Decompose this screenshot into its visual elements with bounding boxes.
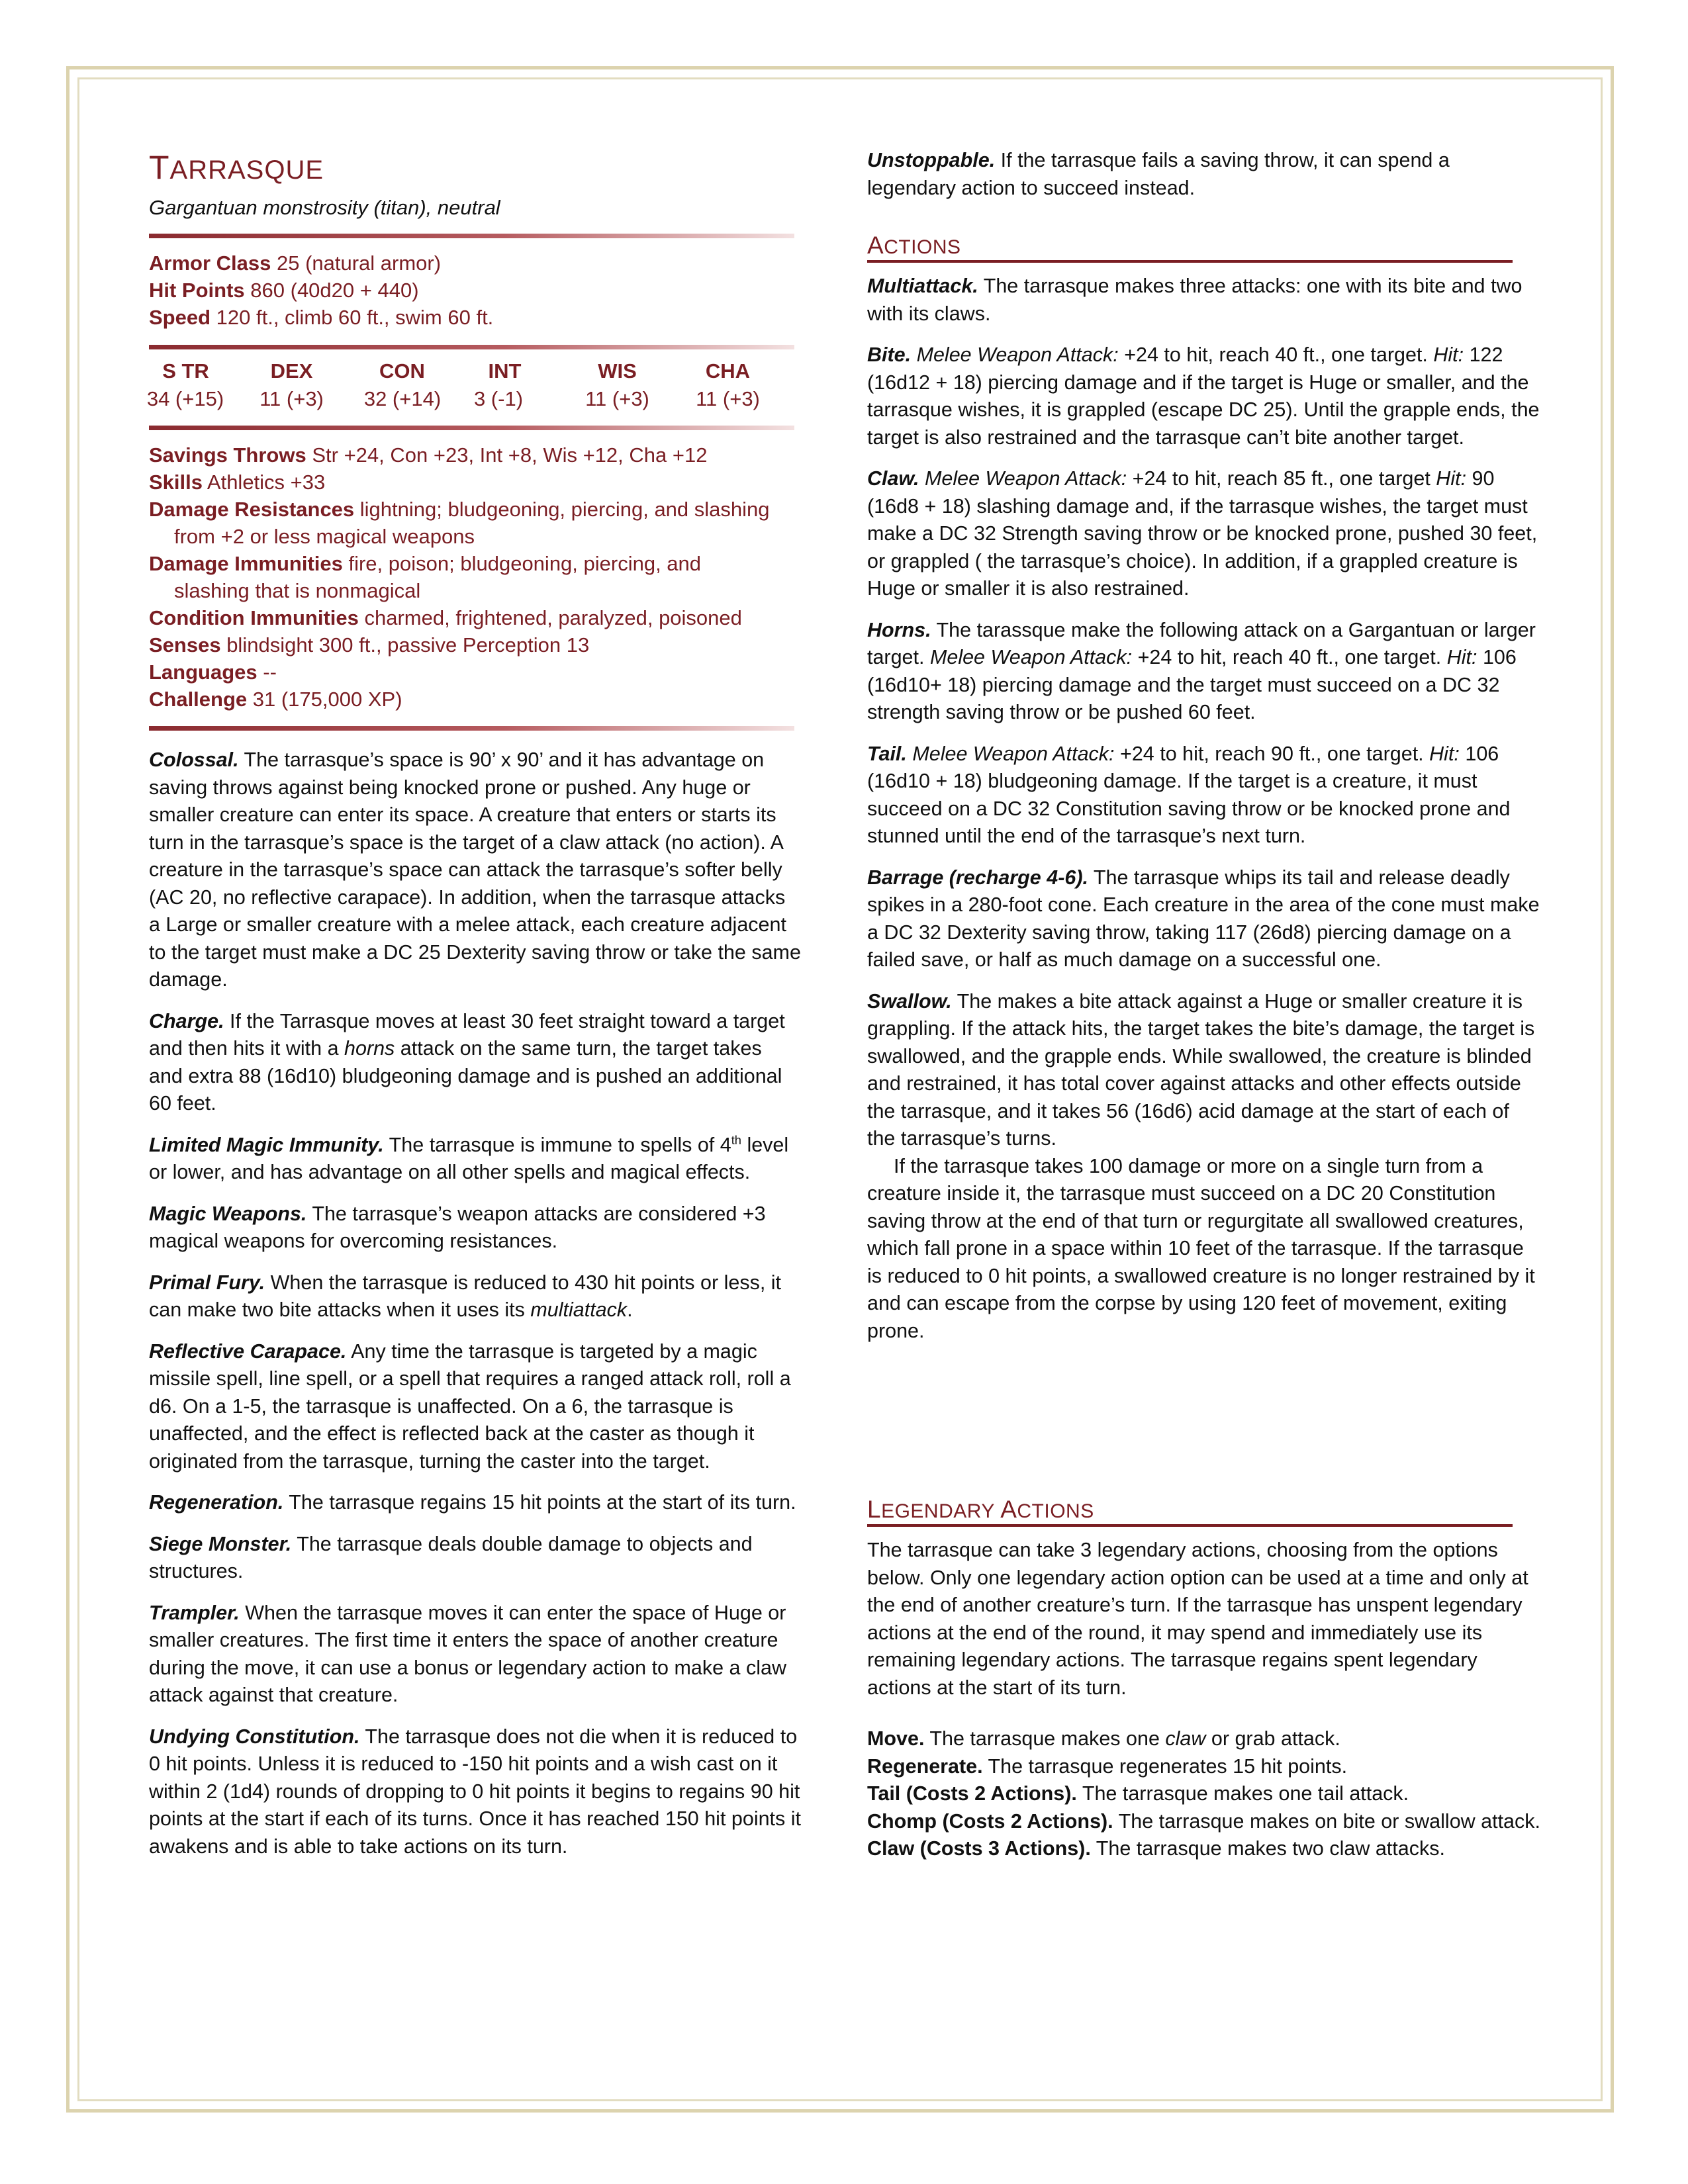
trait-siege-monster: Siege Monster. The tarrasque deals double damage to objects and structures. [149,1532,753,1582]
damage-immunities-cont: slashing that is nonmagical [174,579,421,602]
trait-regeneration: Regeneration. The tarrasque regains 15 hit points at the start of its turn. [149,1491,796,1514]
ability-score: 34 (+15) [146,387,224,410]
trait-colossal: Colossal. The tarrasque’s space is 90’ x 90’ and it has advantage on saving throws against being knocked prone or pushed. Any huge or smaller creature can enter its space. A creature that enters or starts its turn in the tarrasque’s space is the target of a claw attack (no action). A creature in the tarrasque’s space can attack the tarrasque’s softer belly (AC 20, no reflective carapace). In addition, when the tarrasque attacks a Large or smaller creature with a melee attack, each creature adjacent to the target must make a DC 25 Dexterity saving throw or take the same damage. [149,749,801,991]
traits-block [149,747,801,1860]
divider [149,234,794,238]
trait-primal-fury: Primal Fury. When the tarrasque is reduced to 430 hit points or less, it can make two bite attacks when it uses its multiattack. [149,1271,782,1321]
action-claw: Claw. Melee Weapon Attack: +24 to hit, reach 85 ft., one target Hit: 90 (16d8 + 18) slashing damage and, if the tarrasque wishes, the target must make a DC 32 Strength saving throw or be knocked prone, pushed 30 feet, or grappled ( the tarrasque’s choice). In addition, if a grappled creature is Huge or smaller it is also restrained. [867,467,1538,600]
legendary-move: Move. The tarrasque makes one claw or grab attack. [867,1727,1340,1750]
speed-line: Speed 120 ft., climb 60 ft., swim 60 ft. [149,306,494,329]
damage-resistances-line: Damage Resistances lightning; bludgeoning, piercing, and slashing [149,498,770,521]
damage-immunities-line: Damage Immunities fire, poison; bludgeoning, piercing, and [149,552,702,575]
trait-magic-weapons: Magic Weapons. The tarrasque’s weapon attacks are considered +3 magical weapons for overcoming resistances. [149,1202,766,1252]
languages-line: Languages -- [149,660,277,684]
divider [149,726,794,731]
monster-name: TARRASQUE [149,149,324,186]
skills-line: Skills Athletics +33 [149,471,326,494]
legendary-heading-rule [867,1524,1513,1527]
legendary-chomp: Chomp (Costs 2 Actions). The tarrasque makes on bite or swallow attack. [867,1809,1540,1833]
condition-immunities-line: Condition Immunities charmed, frightened, paralyzed, poisoned [149,606,742,629]
challenge-line: Challenge 31 (175,000 XP) [149,688,402,711]
legendary-tail: Tail (Costs 2 Actions). The tarrasque makes one tail attack. [867,1782,1409,1805]
legendary-regenerate: Regenerate. The tarrasque regenerates 15 hit points. [867,1754,1348,1778]
ability-score: 11 (+3) [259,387,324,410]
action-barrage: Barrage (recharge 4-6). The tarrasque whips its tail and release deadly spikes in a 280-foot cone. Each creature in the area of the cone must make a DC 32 Dexterity saving throw, taking 117 (26d8) piercing damage on a failed save, or half as much damage on a successful one. [867,866,1540,971]
actions-heading-rule [867,260,1513,263]
divider [149,426,794,430]
ability-score: 3 (-1) [473,387,524,410]
trait-charge: Charge. If the Tarrasque moves at least 30 feet straight toward a target and then hits it with a horns attack on the same turn, the target takes and extra 88 (16d10) bludgeoning damage and is pushed an additional 60 feet. [149,1009,785,1115]
action-bite: Bite. Melee Weapon Attack: +24 to hit, reach 40 ft., one target. Hit: 122 (16d12 + 18) piercing damage and if the target is Huge or smaller, and the tarrasque wishes, it is grappled (escape DC 25). Until the grapple ends, the target is also restrained and the tarrasque can’t bite another target. [867,343,1540,449]
ability-name: CON [379,359,425,383]
legendary-block [867,1537,1542,1863]
legendary-intro: The tarrasque can take 3 legendary actions, choosing from the options below. Only one legendary action option can be used at a time and only at the end of another creature’s turn. If the tarrasque has unspent legendary actions at the end of the round, it may spend and immediately use its remaining legendary actions. The tarrasque regains spent legendary actions at the start of its turn. [867,1539,1528,1699]
trait-trampler: Trampler. When the tarrasque moves it can enter the space of Huge or smaller creatures. The first time it enters the space of another creature during the move, it can use a bonus or legendary action to make a claw attack against that creature. [149,1601,786,1706]
action-multiattack: Multiattack. The tarrasque makes three attacks: one with its bite and two with its claws. [867,275,1523,325]
actions-block [867,273,1542,1345]
armor-class-line: Armor Class 25 (natural armor) [149,251,442,275]
trait-undying-constitution: Undying Constitution. The tarrasque does not die when it is reduced to 0 hit points. Unless it is reduced to -150 hit points and a wish cast on it within 2 (1d4) rounds of dropping to 0 hit points it begins to regains 90 hit points at the start if each of its turns. Once it has reached 150 hit points it awakens and is able to take actions on its turn. [149,1725,802,1858]
action-horns: Horns. The tarassque make the following attack on a Gargantuan or larger target. Melee Weapon Attack: +24 to hit, reach 40 ft., one target. Hit: 106 (16d10+ 18) piercing damage and the target must succeed on a DC 32 strength saving throw or be pushed 60 feet. [867,618,1536,723]
action-tail: Tail. Melee Weapon Attack: +24 to hit, reach 90 ft., one target. Hit: 106 (16d10 + 18) bludgeoning damage. If the target is a creature, it must succeed on a DC 32 Constitution saving throw or be knocked prone and stunned until the end of the tarrasque’s next turn. [867,742,1511,847]
ability-score: 11 (+3) [585,387,649,410]
ability-name: WIS [598,359,637,383]
trait-limited-magic-immunity: Limited Magic Immunity. The tarrasque is immune to spells of 4th level or lower, and has advantage on all other spells and magical effects. [149,1132,789,1183]
divider [149,345,794,349]
ability-score: 11 (+3) [696,387,760,410]
trait-reflective-carapace: Reflective Carapace. Any time the tarrasque is targeted by a magic missile spell, line spell, or a spell that requires a ranged attack roll, roll a d6. On a 1-5, the tarrasque is unaffected. On a 6, the tarrasque is unaffected, and the effect is reflected back at the caster as though it originated from the tarrasque, turning the caster into the target. [149,1340,791,1473]
ability-name: DEX [270,359,313,383]
action-swallow: Swallow. The makes a bite attack against a Huge or smaller creature it is grappling. If the attack hits, the target takes the bite’s damage, the target is swallowed, and the grapple ends. While swallowed, the creature is blinded and restrained, it has total cover against attacks and other effects outside the tarrasque, and it takes 56 (16d6) acid damage at the start of each of the tarrasque’s turns. [867,989,1535,1150]
ability-score: 32 (+14) [363,387,442,410]
saving-throws-line: Savings Throws Str +24, Con +23, Int +8, Wis +12, Cha +12 [149,443,708,467]
ability-name: S TR [162,359,209,383]
actions-heading: ACTIONS [867,232,961,259]
hit-points-line: Hit Points 860 (40d20 + 440) [149,279,419,302]
legendary-claw: Claw (Costs 3 Actions). The tarrasque makes two claw attacks. [867,1837,1445,1860]
ability-name: CHA [705,359,751,383]
damage-resistances-cont: from +2 or less magical weapons [174,525,475,548]
ability-name: INT [488,359,522,383]
trait-unstoppable: Unstoppable. If the tarrasque fails a saving throw, it can spend a legendary action to succeed instead. [867,149,1450,199]
legendary-actions-heading: LEGENDARY ACTIONS [867,1496,1094,1523]
monster-type-line: Gargantuan monstrosity (titan), neutral [149,196,500,219]
senses-line: Senses blindsight 300 ft., passive Perception 13 [149,633,590,657]
action-swallow-cont: If the tarrasque takes 100 damage or more on a single turn from a creature inside it, the tarrasque must succeed on a DC 20 Constitution saving throw at the end of that turn or regurgitate all swallowed creatures, which fall prone in a space within 10 feet of the tarrasque. If the tarrasque is reduced to 0 hit points, a swallowed creature is no longer restrained by it and can escape from the corpse by using 120 feet of movement, exiting prone. [867,1154,1535,1342]
